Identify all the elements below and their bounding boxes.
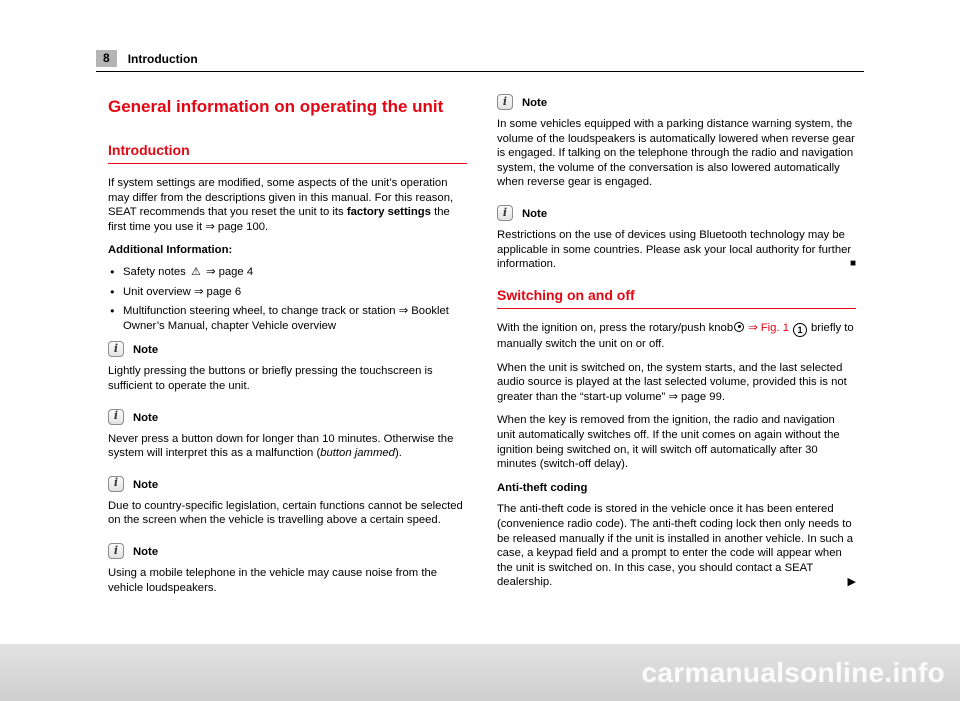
list-item — [108, 285, 467, 300]
note-label: Note — [522, 97, 548, 109]
page-number: 8 — [96, 50, 117, 67]
watermark-text: carmanualsonline.info — [641, 656, 945, 688]
header-rule — [96, 71, 864, 72]
bullet-text: Multifunction steering wheel, to change track or station ⇒ Booklet Owner’s Manual, chapter Vehicle overview — [123, 305, 449, 332]
info-icon: i — [108, 341, 124, 357]
list-item — [108, 304, 467, 333]
button-jammed-emphasis: button jammed — [320, 447, 395, 460]
chapter-title: Introduction — [127, 51, 198, 66]
info-icon: i — [497, 205, 513, 221]
info-icon: i — [108, 543, 124, 559]
watermark-bar — [0, 644, 960, 701]
circled-number: 1 — [793, 323, 807, 337]
additional-info-label: Additional Information: — [108, 244, 233, 257]
warning-icon: ⚠ — [190, 265, 201, 278]
note-label: Note — [133, 411, 159, 424]
main-title: General information on operating the unit — [108, 97, 444, 116]
page-body — [108, 92, 856, 610]
paragraph-antitheft: The anti-theft code is stored in the vehicle once it has been entered (convenience radio code). The anti-theft coding lock then only needs to be released manually if the unit is installed in another vehicle. In such a case, a keypad field and a prompt to enter the code will appear when the unit is switched on. In this case, you should contact a SEAT dealership. ▶ — [497, 503, 856, 589]
note-text: Never press a button down for longer than 10 minutes. Otherwise the system will interpret this as a malfunction (button jammed). — [108, 432, 454, 460]
fig-reference: ⇒ Fig. 1 — [748, 321, 789, 334]
note-label: Note — [133, 545, 159, 558]
note-text: Lightly pressing the buttons or briefly pressing the touchscreen is sufficient to operate the unit. — [108, 365, 433, 392]
right-column — [497, 92, 856, 610]
bullet-icon: ● — [110, 286, 115, 296]
paragraph-text: If system settings are modified, some aspects of the unit’s operation may differ from the descriptions given in this manual. For this reason, SEAT recommends that you reset the unit to its — [108, 177, 454, 219]
info-icon: i — [108, 409, 124, 425]
left-column — [108, 92, 467, 610]
note-label: Note — [133, 344, 159, 357]
page-header — [96, 50, 864, 67]
end-of-section-icon: ■ — [849, 258, 856, 270]
factory-settings-emphasis: factory settings — [346, 206, 431, 219]
paragraph-switching: With the ignition on, press the rotary/push knob ⇒ Fig. 1 1 briefly to manually switch the unit on or off. — [497, 321, 854, 351]
info-icon: i — [108, 476, 124, 492]
bullet-text: Safety notes ⚠ ⇒ page 4 — [123, 265, 254, 278]
paragraph-text: the first time you use it ⇒ page 100. — [108, 206, 450, 233]
info-icon: i — [497, 94, 513, 110]
note-block — [497, 205, 856, 272]
section-heading-introduction: Introduction — [108, 142, 467, 164]
note-text: In some vehicles equipped with a parking distance warning system, the volume of the loudspeakers is automatically lowered when reverse gear is engaged. If talking on the telephone through the radio and navigation system, the volume of the conversation is also lowered automatically when reverse gear is engaged. — [497, 118, 855, 189]
note-block — [108, 341, 467, 393]
note-text: Due to country-specific legislation, certain functions cannot be selected on the screen when the vehicle is travelling above a certain speed. — [108, 499, 463, 527]
paragraph-startup-volume: When the unit is switched on, the system starts, and the last selected audio source is played at the last selected volume, provided this is not greater than the “start-up volume” ⇒ page 99. — [497, 361, 847, 403]
paragraph-intro — [108, 176, 467, 234]
note-block — [108, 476, 467, 528]
bullet-text: Unit overview ⇒ page 6 — [123, 285, 242, 298]
note-label: Note — [522, 207, 548, 220]
section-heading-switching: Switching on and off — [497, 287, 856, 309]
bullet-icon: ● — [110, 306, 115, 316]
paragraph-switch-off: When the key is removed from the ignition, the radio and navigation unit automatically switches off. If the unit comes on again without the ignition being switched on, it will switch off automatically after 30 minutes (switch-off delay). — [497, 414, 840, 471]
note-block — [497, 94, 856, 190]
note-block — [108, 409, 467, 461]
bullet-list — [108, 265, 467, 333]
continued-icon: ▶ — [847, 576, 856, 589]
rotary-knob-icon — [734, 322, 744, 332]
note-text: Using a mobile telephone in the vehicle may cause noise from the vehicle loudspeakers. — [108, 566, 438, 594]
note-text: Restrictions on the use of devices using Bluetooth technology may be applicable in some countries. Please ask your local authority for further information. ■ — [497, 228, 856, 271]
list-item — [108, 265, 467, 280]
note-block — [108, 543, 467, 595]
bullet-icon: ● — [110, 266, 115, 276]
note-label: Note — [133, 478, 159, 491]
antitheft-label: Anti-theft coding — [497, 481, 588, 494]
